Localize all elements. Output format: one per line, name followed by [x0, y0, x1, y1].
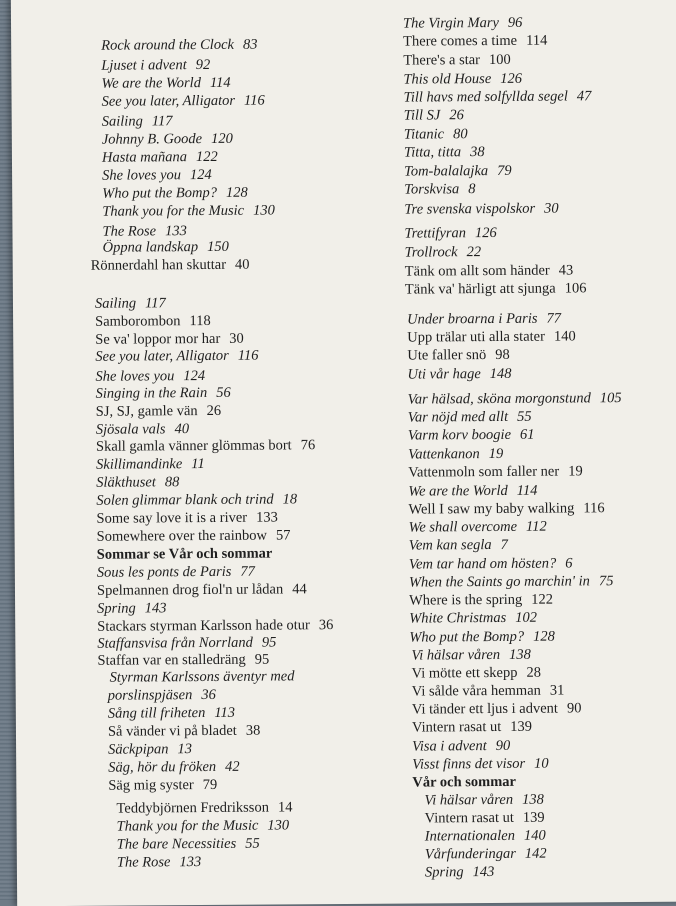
entry-page-number: 26 [206, 402, 222, 419]
left-index-entry [102, 131, 233, 149]
entry-page-number: 92 [195, 56, 211, 74]
entry-title: Torskvisa [404, 181, 460, 198]
left-index-entry [96, 421, 189, 439]
entry-title: Vi tänder ett ljus i advent [411, 700, 558, 718]
right-index-entry [404, 144, 485, 162]
entry-title: Sjösala vals [95, 421, 166, 438]
entry-title: We are the World [408, 482, 508, 500]
entry-title: She loves you [102, 167, 182, 184]
entry-page-number: 100 [488, 51, 511, 69]
left-index-entry [91, 257, 250, 275]
right-index-entry [408, 446, 503, 464]
entry-title: Ljuset i advent [101, 57, 187, 74]
entry-page-number: 79 [202, 776, 218, 794]
entry-title: Who put the Bomp? [102, 184, 218, 202]
entry-title: Solen glimmar blank och trind [96, 491, 274, 509]
book-page [11, 0, 676, 906]
entry-title: Under broarna i Paris [407, 310, 538, 328]
left-index-entry [101, 57, 210, 75]
entry-page-number: 43 [558, 262, 574, 279]
entry-title: Hasta mañana [101, 149, 188, 166]
entry-title: Tänk om allt som händer [404, 262, 550, 280]
entry-title: Till havs med solfyllda segel [403, 88, 568, 106]
entry-title: Vi mötte ett skepp [411, 664, 518, 682]
entry-title: Visst finns det visor [412, 755, 526, 773]
entry-title: Who put the Bomp? [409, 628, 525, 646]
entry-title: Somewhere over the rainbow [96, 527, 267, 545]
entry-page-number: 112 [525, 518, 547, 535]
entry-page-number: 113 [214, 704, 236, 721]
right-index-entry [408, 519, 546, 537]
entry-page-number: 11 [191, 456, 205, 473]
entry-title: Sailing [94, 295, 137, 312]
right-index-entry [403, 33, 547, 51]
left-index-entry [96, 491, 297, 509]
entry-page-number: 47 [576, 88, 592, 105]
left-index-entry [102, 149, 218, 167]
entry-page-number: 6 [565, 555, 573, 572]
entry-page-number: 77 [240, 563, 255, 580]
left-index-entry [96, 385, 231, 403]
left-index-entry [97, 581, 307, 599]
left-index-entry [102, 167, 212, 185]
entry-title: The bare Necessities [116, 835, 237, 853]
entry-page-number: 116 [237, 347, 259, 364]
right-index-entry [412, 665, 541, 683]
right-index-entry [425, 810, 545, 828]
entry-page-number: 130 [253, 202, 275, 219]
right-index-entry [409, 555, 573, 573]
entry-page-number: 138 [522, 791, 544, 808]
entry-page-number: 88 [164, 474, 180, 491]
entry-page-number: 102 [515, 609, 538, 626]
entry-page-number: 140 [523, 827, 546, 844]
entry-page-number: 126 [500, 70, 523, 87]
entry-page-number: 95 [261, 634, 277, 651]
right-index-entry [403, 88, 591, 106]
entry-title: Skall gamla vänner glömmas bort [95, 437, 292, 455]
entry-title: She loves you [95, 368, 175, 385]
right-index-entry [407, 328, 576, 346]
entry-title: Sous les ponts de Paris [96, 563, 232, 581]
entry-page-number: 130 [267, 817, 290, 834]
entry-title: Tre svenska vispolskor [404, 200, 536, 218]
entry-page-number: 13 [177, 741, 193, 758]
entry-page-number: 36 [201, 686, 216, 704]
entry-page-number: 128 [533, 628, 555, 645]
entry-page-number: 8 [468, 181, 476, 198]
right-index-entry [404, 163, 512, 181]
entry-title: Vi hälsar våren [411, 646, 501, 664]
entry-page-number: 30 [229, 330, 244, 347]
left-index-entry [95, 331, 244, 349]
entry-page-number: 55 [517, 408, 532, 425]
right-index-entry [405, 280, 587, 298]
left-index-entry [101, 37, 257, 55]
entry-title: Vem kan segla [408, 537, 492, 554]
entry-page-number: 126 [474, 224, 497, 242]
entry-title: Skillimandinke [96, 456, 183, 473]
entry-page-number: 139 [522, 809, 545, 826]
right-index-entry [404, 181, 475, 198]
entry-title: Staffan var en stalledräng [97, 651, 246, 669]
entry-page-number: 96 [507, 14, 523, 31]
entry-title: The Virgin Mary [402, 14, 499, 32]
entry-page-number: 114 [526, 32, 548, 49]
right-index-entry [425, 828, 546, 846]
entry-title: We shall overcome [408, 518, 518, 536]
entry-title: White Christmas [409, 609, 507, 627]
left-index-entry [95, 368, 205, 386]
entry-page-number: 98 [495, 346, 510, 363]
entry-title: Ute faller snö [407, 347, 487, 364]
entry-title: Sailing [101, 113, 143, 130]
entry-page-number: 116 [243, 92, 265, 109]
left-index-entry [102, 185, 248, 203]
entry-title: Sång till friheten [107, 705, 206, 722]
entry-title: Säckpipan [108, 741, 169, 758]
left-index-entry [97, 635, 276, 653]
entry-page-number: 30 [544, 200, 559, 217]
entry-title: Where is the spring [409, 591, 523, 609]
right-index-entry [425, 846, 547, 864]
entry-title: There comes a time [403, 32, 518, 50]
entry-page-number: 124 [183, 368, 206, 385]
entry-page-number: 40 [234, 256, 250, 273]
left-index-entry [97, 617, 333, 636]
entry-page-number: 142 [524, 845, 547, 862]
entry-page-number: 55 [245, 835, 260, 852]
entry-page-number: 83 [242, 36, 258, 53]
entry-title: See you later, Alligator [95, 347, 229, 365]
entry-title: Styrman Karlssons äventyr med [109, 668, 295, 686]
entry-page-number: 36 [318, 617, 334, 634]
entry-title: Johnny B. Goode [101, 131, 203, 148]
right-index-entry [412, 700, 582, 718]
entry-page-number: 120 [211, 130, 233, 147]
left-index-entry [97, 546, 273, 564]
entry-title: Öppna landskap [102, 239, 199, 256]
right-index-entry [403, 71, 522, 89]
left-index-entry [102, 203, 275, 221]
entry-title: Uti vår hage [407, 366, 481, 383]
entry-title: porslinspjäsen [107, 687, 193, 704]
entry-page-number: 114 [209, 74, 231, 91]
entry-title: Samborombon [95, 313, 181, 330]
left-index-entry [108, 741, 192, 759]
entry-title: Släkthuset [96, 474, 156, 491]
right-index-entry [408, 427, 535, 445]
entry-title: Se va' loppor mor har [95, 330, 221, 348]
left-index-entry [96, 474, 179, 492]
right-index-entry [424, 792, 543, 810]
entry-title: Stackars styrman Karlsson hade otur [97, 617, 310, 635]
entry-page-number: 42 [225, 758, 240, 775]
entry-title: When the Saints go marchin' in [408, 573, 590, 591]
right-index-entry [403, 15, 522, 33]
entry-page-number: 38 [470, 144, 485, 161]
entry-title: Visa i advent [412, 738, 487, 755]
right-index-entry [409, 610, 537, 628]
entry-page-number: 38 [245, 722, 261, 739]
entry-page-number: 128 [225, 184, 248, 201]
right-index-entry [411, 647, 530, 665]
left-index-entry [95, 348, 258, 366]
entry-page-number: 150 [206, 238, 229, 255]
entry-title: Tom-balalajka [404, 163, 489, 180]
entry-title: See you later, Alligator [101, 92, 236, 110]
left-index-entry [117, 854, 201, 872]
left-index-entry [101, 75, 230, 93]
entry-title: Var hälsad, sköna morgonstund [407, 390, 591, 408]
right-index-entry [403, 52, 511, 70]
entry-title: Vintern rasat ut [411, 718, 502, 736]
entry-page-number: 10 [534, 755, 549, 772]
right-index-entry [409, 537, 508, 555]
entry-page-number: 133 [179, 854, 202, 871]
right-index-entry [409, 592, 553, 610]
entry-title: Internationalen [424, 827, 515, 845]
entry-page-number: 95 [254, 651, 270, 668]
entry-page-number: 124 [189, 166, 212, 184]
right-index-entry [408, 500, 604, 518]
entry-page-number: 56 [216, 384, 231, 401]
entry-title: Var nöjd med allt [407, 408, 509, 426]
entry-title: Tänk va' härligt att sjunga [404, 280, 556, 298]
entry-title: The Rose [116, 854, 171, 871]
entry-page-number: 18 [282, 491, 298, 508]
entry-title: Teddybjörnen Fredriksson [116, 799, 269, 817]
entry-title: The Rose [102, 223, 157, 240]
entry-page-number: 80 [453, 126, 468, 143]
right-index-entry [408, 483, 537, 501]
left-index-entry [97, 527, 291, 545]
entry-page-number: 28 [526, 664, 541, 681]
left-index-entry [117, 836, 260, 854]
entry-title: Spelmannen drog fiol'n ur lådan [96, 581, 284, 599]
left-index-entry [108, 723, 260, 741]
left-index-entry [95, 295, 166, 312]
entry-page-number: 44 [292, 581, 307, 598]
entry-title: Vattenmoln som faller ner [408, 463, 560, 481]
entry-title: Upp trälar uti alla stater [407, 328, 545, 346]
left-index-entry [108, 687, 216, 705]
entry-page-number: 79 [497, 162, 512, 179]
right-index-entry [404, 107, 464, 124]
entry-page-number: 133 [256, 509, 278, 526]
entry-page-number: 133 [164, 223, 187, 240]
entry-title: Varm korv boogie [407, 426, 512, 444]
entry-title: Titanic [403, 126, 445, 143]
right-index-entry [404, 225, 496, 243]
entry-title: Spring [424, 864, 464, 881]
right-index-entry [405, 244, 482, 262]
left-index-entry [117, 817, 290, 835]
entry-title: Vårfunderingar [424, 845, 516, 863]
entry-title: Vattenkanon [407, 446, 480, 463]
entry-title: Sommar se Vår och sommar [96, 545, 273, 563]
entry-page-number: 114 [516, 482, 538, 499]
entry-page-number: 140 [553, 328, 576, 345]
right-index-entry [407, 347, 510, 365]
right-index-entry [408, 409, 532, 427]
entry-title: Vår och sommar [412, 773, 517, 791]
left-index-entry [102, 223, 186, 241]
entry-page-number: 61 [519, 426, 535, 443]
entry-page-number: 138 [508, 646, 531, 663]
entry-page-number: 31 [549, 682, 565, 699]
entry-page-number: 143 [144, 600, 167, 617]
entry-title: Så vänder vi på bladet [107, 722, 237, 740]
entry-title: Titta, titta [403, 144, 462, 161]
entry-page-number: 105 [599, 390, 622, 407]
entry-page-number: 143 [472, 863, 495, 881]
entry-title: Säg, hör du fröken [108, 758, 217, 776]
right-index-entry [407, 366, 511, 384]
left-index-entry [108, 705, 235, 723]
entry-page-number: 148 [489, 365, 512, 383]
entry-page-number: 117 [145, 295, 166, 312]
entry-page-number: 57 [275, 527, 291, 544]
entry-page-number: 118 [189, 312, 211, 330]
entry-title: Vi hälsar våren [424, 791, 514, 809]
entry-page-number: 14 [277, 799, 293, 816]
entry-page-number: 139 [510, 718, 533, 735]
right-index-entry [412, 719, 532, 737]
entry-title: Some say love it is a river [96, 509, 248, 527]
right-index-entry [404, 201, 558, 219]
entry-title: Thank you for the Music [102, 202, 245, 220]
right-index-entry [407, 311, 561, 329]
left-index-entry [97, 652, 269, 670]
right-index-entry [405, 262, 574, 280]
entry-page-number: 22 [466, 244, 482, 261]
left-index-entry [108, 777, 217, 795]
left-index-entry [96, 437, 315, 456]
entry-title: SJ, SJ, gamle vän [95, 403, 198, 420]
entry-page-number: 122 [195, 148, 218, 166]
right-index-entry [412, 738, 510, 756]
entry-page-number: 117 [151, 113, 173, 130]
entry-title: Rönnerdahl han skuttar [90, 256, 227, 274]
entry-title: Trettifyran [404, 225, 467, 242]
entry-title: Rock around the Clock [101, 36, 234, 54]
entry-title: Staffansvisa från Norrland [97, 634, 253, 652]
entry-title: Vem tar hand om hösten? [408, 555, 557, 573]
entry-page-number: 122 [531, 591, 554, 608]
left-index-entry [95, 313, 211, 331]
right-index-entry [412, 774, 516, 792]
entry-page-number: 106 [564, 280, 587, 297]
entry-title: Säg mig syster [108, 777, 194, 794]
entry-page-number: 26 [449, 107, 464, 124]
entry-page-number: 90 [566, 700, 582, 717]
entry-page-number: 7 [500, 536, 508, 553]
right-index-entry [408, 390, 622, 408]
entry-page-number: 90 [495, 737, 511, 754]
entry-title: This old House [403, 70, 492, 88]
right-index-entry [425, 864, 495, 881]
entry-title: Spring [97, 600, 136, 617]
right-index-entry [412, 683, 565, 701]
entry-page-number: 76 [300, 437, 316, 454]
right-index-entry [408, 463, 583, 481]
entry-title: There's a star [403, 52, 481, 69]
left-index-entry [96, 509, 277, 527]
right-index-entry [404, 126, 468, 143]
entry-page-number: 19 [568, 463, 583, 480]
left-index-entry [108, 759, 240, 777]
right-index-entry [409, 573, 614, 591]
entry-title: Thank you for the Music [116, 817, 259, 835]
entry-title: Vintern rasat ut [424, 809, 514, 827]
entry-title: Well I saw my baby walking [408, 500, 575, 518]
entry-page-number: 75 [598, 573, 614, 590]
entry-title: Singing in the Rain [95, 384, 208, 402]
left-index-entry [96, 456, 205, 474]
left-index-entry [116, 799, 292, 817]
entry-title: Trollrock [404, 244, 458, 261]
entry-page-number: 116 [583, 500, 605, 517]
entry-page-number: 40 [174, 421, 190, 438]
entry-title: Till SJ [403, 107, 441, 124]
entry-title: Vi sålde våra hemman [411, 682, 541, 700]
left-index-entry [102, 113, 173, 130]
entry-title: We are the World [101, 75, 201, 92]
left-index-entry [110, 668, 295, 686]
left-index-entry [97, 564, 255, 582]
right-index-entry [412, 756, 549, 774]
right-index-entry [409, 629, 555, 647]
left-index-entry [102, 93, 265, 111]
left-index-entry [97, 600, 167, 617]
entry-page-number: 19 [488, 445, 504, 463]
left-index-entry [103, 239, 229, 257]
entry-page-number: 77 [546, 310, 562, 327]
left-index-entry [96, 403, 222, 421]
